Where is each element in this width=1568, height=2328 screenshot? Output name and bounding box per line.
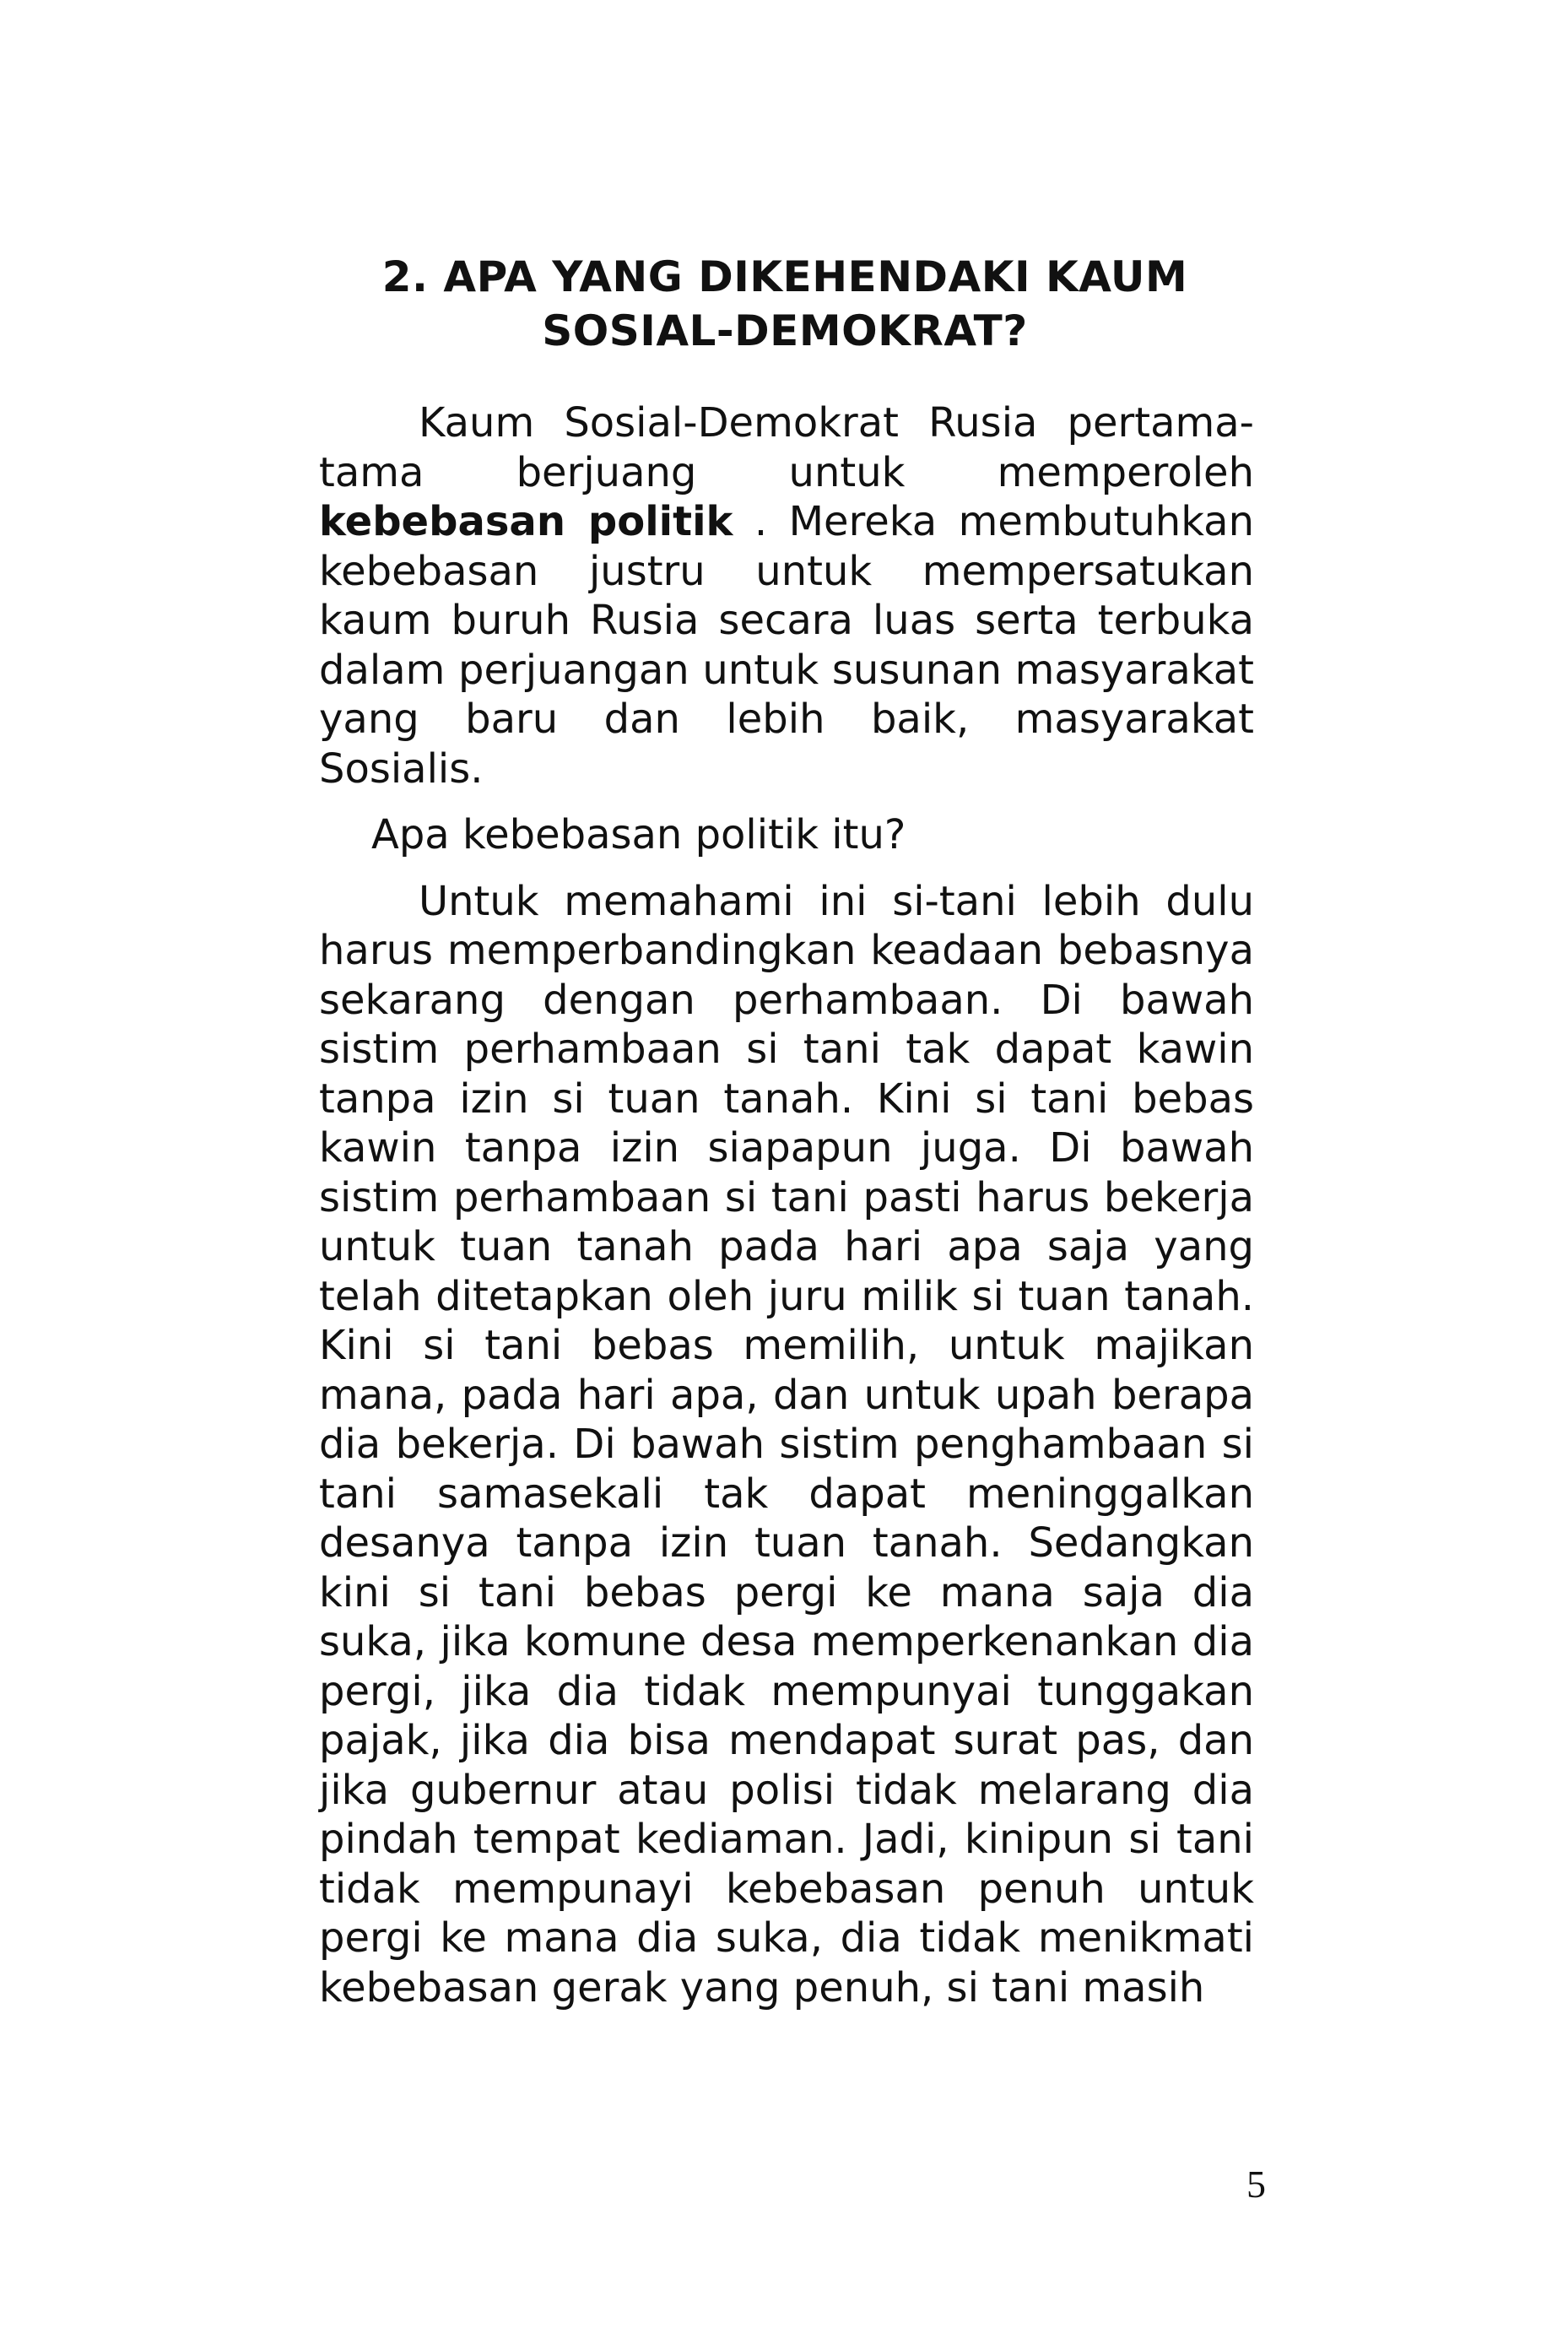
paragraph-2: Apa kebebasan politik itu?: [371, 811, 906, 858]
paragraph-1-start: Kaum Sosial-Demokrat Rusia pertama-tama berjuang untuk memperoleh: [319, 399, 1254, 496]
paragraph-1-end: . Mereka membutuhkan kebebasan justru untuk mempersatukan kaum buruh Rusia secara luas serta terbuka dalam perjuangan untuk susunan masyarakat yang baru dan lebih baik, masyarakat Sosialis.: [319, 498, 1254, 793]
chapter-heading-line-1: 2. APA YANG DIKEHENDAKI KAUM: [381, 252, 1188, 301]
chapter-heading-line-2: SOSIAL-DEMOKRAT?: [542, 306, 1028, 355]
paragraph-1-bold-term: kebebasan politik: [319, 498, 733, 545]
page-number: 5: [1246, 2163, 1266, 2206]
body-text: [319, 398, 1254, 2029]
chapter-heading: [321, 250, 1249, 358]
paragraph-3: Untuk memahami ini si-tani lebih dulu harus memperbandingkan keadaan bebasnya sekarang dengan perhambaan. Di bawah sistim perhambaan si tani tak dapat kawin tanpa izin si tuan tanah. Kini si tani bebas kawin tanpa izin siapapun juga. Di bawah sistim perhambaan si tani pasti harus bekerja untuk tuan tanah pada hari apa saja yang telah ditetapkan oleh juru milik si tuan tanah. Kini si tani bebas memilih, untuk majikan mana, pada hari apa, dan untuk upah berapa dia bekerja. Di bawah sistim penghambaan si tani samasekali tak dapat meninggalkan desanya tanpa izin tuan tanah. Sedangkan kini si tani bebas pergi ke mana saja dia suka, jika komune desa memperkenankan dia pergi, jika dia tidak mempunyai tunggakan pajak, jika dia bisa mendapat surat pas, dan jika gubernur atau polisi tidak melarang dia pindah tempat kediaman. Jadi, kinipun si tani tidak mempunayi kebebasan penuh untuk pergi ke mana dia suka, dia tidak menikmati kebebasan gerak yang penuh, si tani masih: [319, 877, 1254, 2011]
paragraph-1: [319, 398, 1254, 793]
